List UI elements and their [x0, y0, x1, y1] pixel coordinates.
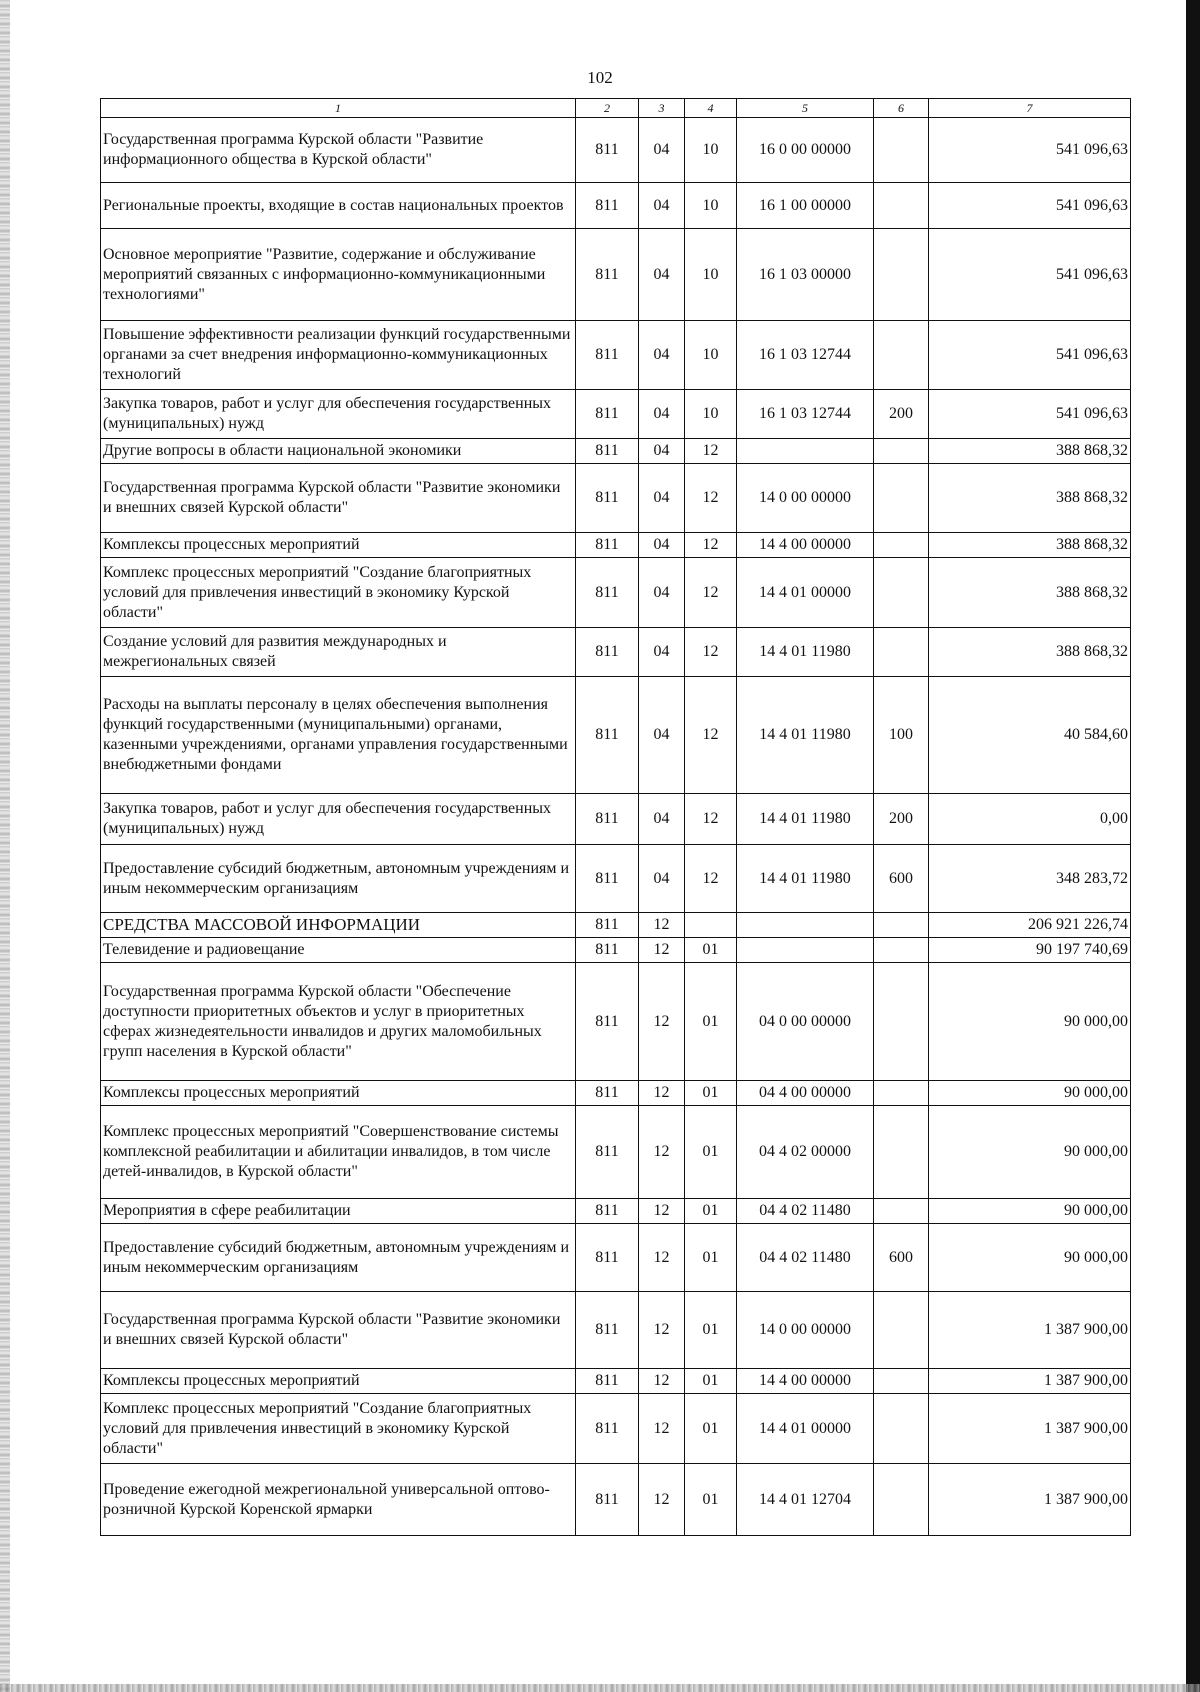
row-code-4: 12 [685, 677, 737, 794]
row-code-2: 811 [576, 558, 639, 628]
row-code-2: 811 [576, 938, 639, 963]
row-code-4: 12 [685, 794, 737, 845]
row-code-2: 811 [576, 439, 639, 464]
row-code-5: 14 4 01 00000 [737, 1394, 874, 1464]
row-code-4: 01 [685, 1464, 737, 1536]
row-name: Комплекс процессных мероприятий "Создание благоприятных условий для привлечения инвестиций в экономику Курской области" [101, 1394, 576, 1464]
table-row [101, 390, 1131, 439]
row-amount: 90 000,00 [929, 1106, 1131, 1199]
row-code-5: 14 4 01 11980 [737, 794, 874, 845]
row-name: Комплекс процессных мероприятий "Совершенствование системы комплексной реабилитации и абилитации инвалидов, в том числе детей-инвалидов, в Курской области" [101, 1106, 576, 1199]
row-code-2: 811 [576, 1292, 639, 1369]
row-code-3: 04 [639, 390, 685, 439]
row-name: Государственная программа Курской области "Развитие информационного общества в Курской области" [101, 118, 576, 183]
row-name: Государственная программа Курской области "Обеспечение доступности приоритетных объектов и услуг в приоритетных сферах жизнедеятельности инвалидов и других маломобильных групп населения в Курской области" [101, 963, 576, 1081]
row-code-6: 600 [874, 1224, 929, 1292]
table-row [101, 1224, 1131, 1292]
row-name: Региональные проекты, входящие в состав национальных проектов [101, 183, 576, 229]
row-code-6 [874, 229, 929, 321]
table-row [101, 533, 1131, 558]
row-code-3: 12 [639, 1224, 685, 1292]
row-amount: 90 000,00 [929, 1199, 1131, 1224]
row-name: Расходы на выплаты персоналу в целях обеспечения выполнения функций государственными (муниципальными) органами, казенными учреждениями, органами управления государственными внебюджетными фондами [101, 677, 576, 794]
column-header: 4 [685, 99, 737, 118]
row-code-2: 811 [576, 1464, 639, 1536]
row-code-3: 12 [639, 1106, 685, 1199]
row-code-5 [737, 913, 874, 938]
row-code-4: 01 [685, 963, 737, 1081]
row-code-2: 811 [576, 628, 639, 677]
row-amount: 1 387 900,00 [929, 1394, 1131, 1464]
row-name: Мероприятия в сфере реабилитации [101, 1199, 576, 1224]
table-row [101, 628, 1131, 677]
row-code-5: 04 4 00 00000 [737, 1081, 874, 1106]
row-name: Комплексы процессных мероприятий [101, 533, 576, 558]
row-code-6 [874, 439, 929, 464]
row-amount: 1 387 900,00 [929, 1292, 1131, 1369]
row-code-4: 10 [685, 118, 737, 183]
row-code-4: 01 [685, 1224, 737, 1292]
row-code-4: 12 [685, 533, 737, 558]
row-name: Основное мероприятие "Развитие, содержание и обслуживание мероприятий связанных с информационно-коммуникационными технологиями" [101, 229, 576, 321]
row-amount: 541 096,63 [929, 183, 1131, 229]
row-code-6 [874, 1199, 929, 1224]
table-row [101, 229, 1131, 321]
table-row [101, 677, 1131, 794]
row-code-6 [874, 533, 929, 558]
row-code-4: 12 [685, 558, 737, 628]
column-header: 7 [929, 99, 1131, 118]
row-amount: 541 096,63 [929, 118, 1131, 183]
row-code-2: 811 [576, 321, 639, 390]
row-code-5: 14 0 00 00000 [737, 1292, 874, 1369]
row-code-5: 16 0 00 00000 [737, 118, 874, 183]
row-code-5: 14 4 00 00000 [737, 533, 874, 558]
row-code-4: 12 [685, 628, 737, 677]
row-code-5: 14 4 01 12704 [737, 1464, 874, 1536]
column-header: 1 [101, 99, 576, 118]
row-amount: 388 868,32 [929, 533, 1131, 558]
row-code-5: 16 1 03 12744 [737, 390, 874, 439]
row-code-2: 811 [576, 794, 639, 845]
row-code-6 [874, 628, 929, 677]
row-amount: 90 000,00 [929, 963, 1131, 1081]
row-code-3: 12 [639, 1464, 685, 1536]
row-code-3: 12 [639, 1199, 685, 1224]
column-header: 2 [576, 99, 639, 118]
row-code-4: 01 [685, 1292, 737, 1369]
row-code-6 [874, 1081, 929, 1106]
row-code-2: 811 [576, 390, 639, 439]
row-code-3: 12 [639, 1394, 685, 1464]
row-code-5 [737, 938, 874, 963]
row-code-2: 811 [576, 677, 639, 794]
row-amount: 1 387 900,00 [929, 1464, 1131, 1536]
row-code-2: 811 [576, 913, 639, 938]
scan-edge-left [0, 0, 10, 1692]
table-row [101, 1394, 1131, 1464]
column-header: 6 [874, 99, 929, 118]
table-row [101, 1199, 1131, 1224]
row-code-3: 04 [639, 845, 685, 913]
row-code-2: 811 [576, 1369, 639, 1394]
row-code-6 [874, 913, 929, 938]
row-code-3: 04 [639, 118, 685, 183]
row-amount: 40 584,60 [929, 677, 1131, 794]
row-code-5 [737, 439, 874, 464]
row-name: СРЕДСТВА МАССОВОЙ ИНФОРМАЦИИ [101, 913, 576, 938]
row-code-6 [874, 1464, 929, 1536]
scan-edge-right [1186, 0, 1200, 1692]
row-code-2: 811 [576, 533, 639, 558]
row-code-2: 811 [576, 845, 639, 913]
row-code-4: 01 [685, 1199, 737, 1224]
row-amount: 90 000,00 [929, 1224, 1131, 1292]
table-row [101, 118, 1131, 183]
row-amount: 0,00 [929, 794, 1131, 845]
table-row [101, 464, 1131, 533]
table-row [101, 1106, 1131, 1199]
row-code-6: 100 [874, 677, 929, 794]
row-amount: 90 197 740,69 [929, 938, 1131, 963]
table-row [101, 558, 1131, 628]
row-name: Предоставление субсидий бюджетным, автономным учреждениям и иным некоммерческим организациям [101, 845, 576, 913]
row-code-5: 16 1 03 00000 [737, 229, 874, 321]
row-code-4: 01 [685, 1369, 737, 1394]
row-code-5: 14 0 00 00000 [737, 464, 874, 533]
column-header: 3 [639, 99, 685, 118]
row-code-5: 14 4 01 00000 [737, 558, 874, 628]
row-code-2: 811 [576, 229, 639, 321]
row-code-3: 04 [639, 677, 685, 794]
row-code-4: 01 [685, 1106, 737, 1199]
row-code-3: 04 [639, 464, 685, 533]
row-code-6 [874, 558, 929, 628]
table-row [101, 913, 1131, 938]
row-code-3: 04 [639, 439, 685, 464]
row-code-4: 12 [685, 845, 737, 913]
row-name: Телевидение и радиовещание [101, 938, 576, 963]
row-code-4: 01 [685, 1081, 737, 1106]
row-amount: 90 000,00 [929, 1081, 1131, 1106]
budget-table [100, 98, 1131, 1536]
row-code-5: 04 4 02 11480 [737, 1199, 874, 1224]
row-code-3: 04 [639, 321, 685, 390]
row-code-4: 10 [685, 321, 737, 390]
row-code-4: 12 [685, 439, 737, 464]
row-code-3: 12 [639, 913, 685, 938]
row-code-2: 811 [576, 1081, 639, 1106]
row-code-6 [874, 1369, 929, 1394]
row-code-2: 811 [576, 1394, 639, 1464]
row-name: Проведение ежегодной межрегиональной универсальной оптово-розничной Курской Коренской ярмарки [101, 1464, 576, 1536]
row-code-3: 12 [639, 1369, 685, 1394]
row-code-3: 04 [639, 183, 685, 229]
row-code-6 [874, 1106, 929, 1199]
table-row [101, 1081, 1131, 1106]
table-row [101, 439, 1131, 464]
row-code-4 [685, 913, 737, 938]
row-code-4: 10 [685, 229, 737, 321]
row-amount: 388 868,32 [929, 464, 1131, 533]
row-name: Закупка товаров, работ и услуг для обеспечения государственных (муниципальных) нужд [101, 390, 576, 439]
row-code-3: 12 [639, 938, 685, 963]
row-amount: 541 096,63 [929, 390, 1131, 439]
row-code-5: 14 4 01 11980 [737, 628, 874, 677]
row-code-6: 200 [874, 390, 929, 439]
row-code-4: 10 [685, 390, 737, 439]
row-code-6 [874, 938, 929, 963]
row-code-3: 12 [639, 1081, 685, 1106]
row-code-3: 04 [639, 628, 685, 677]
row-code-6 [874, 1394, 929, 1464]
column-header: 5 [737, 99, 874, 118]
row-name: Закупка товаров, работ и услуг для обеспечения государственных (муниципальных) нужд [101, 794, 576, 845]
row-code-5: 14 4 00 00000 [737, 1369, 874, 1394]
row-code-6: 600 [874, 845, 929, 913]
row-name: Предоставление субсидий бюджетным, автономным учреждениям и иным некоммерческим организациям [101, 1224, 576, 1292]
row-code-5: 04 4 02 11480 [737, 1224, 874, 1292]
row-amount: 206 921 226,74 [929, 913, 1131, 938]
row-code-3: 12 [639, 963, 685, 1081]
row-code-4: 01 [685, 938, 737, 963]
row-code-2: 811 [576, 1199, 639, 1224]
row-code-3: 04 [639, 533, 685, 558]
row-code-4: 01 [685, 1394, 737, 1464]
table-row [101, 183, 1131, 229]
row-code-6 [874, 963, 929, 1081]
row-code-5: 14 4 01 11980 [737, 677, 874, 794]
row-name: Комплексы процессных мероприятий [101, 1369, 576, 1394]
table-row [101, 1369, 1131, 1394]
row-code-4: 10 [685, 183, 737, 229]
row-code-3: 04 [639, 229, 685, 321]
row-name: Комплексы процессных мероприятий [101, 1081, 576, 1106]
row-code-6 [874, 183, 929, 229]
row-amount: 388 868,32 [929, 628, 1131, 677]
row-code-6 [874, 464, 929, 533]
table-row [101, 1464, 1131, 1536]
row-code-4: 12 [685, 464, 737, 533]
table-row [101, 845, 1131, 913]
row-code-6: 200 [874, 794, 929, 845]
row-name: Государственная программа Курской области "Развитие экономики и внешних связей Курской области" [101, 464, 576, 533]
row-name: Другие вопросы в области национальной экономики [101, 439, 576, 464]
row-amount: 388 868,32 [929, 558, 1131, 628]
row-name: Комплекс процессных мероприятий "Создание благоприятных условий для привлечения инвестиций в экономику Курской области" [101, 558, 576, 628]
row-code-5: 16 1 00 00000 [737, 183, 874, 229]
row-code-5: 04 0 00 00000 [737, 963, 874, 1081]
row-name: Создание условий для развития международных и межрегиональных связей [101, 628, 576, 677]
row-amount: 1 387 900,00 [929, 1369, 1131, 1394]
column-header-row [101, 99, 1131, 118]
row-code-6 [874, 118, 929, 183]
row-code-2: 811 [576, 1106, 639, 1199]
row-code-2: 811 [576, 1224, 639, 1292]
row-name: Государственная программа Курской области "Развитие экономики и внешних связей Курской области" [101, 1292, 576, 1369]
row-amount: 541 096,63 [929, 229, 1131, 321]
row-code-6 [874, 321, 929, 390]
table-row [101, 794, 1131, 845]
table-row [101, 963, 1131, 1081]
row-code-2: 811 [576, 464, 639, 533]
row-code-2: 811 [576, 183, 639, 229]
row-name: Повышение эффективности реализации функций государственными органами за счет внедрения информационно-коммуникационных технологий [101, 321, 576, 390]
table-row [101, 321, 1131, 390]
row-code-2: 811 [576, 963, 639, 1081]
page-number: 102 [587, 68, 613, 87]
row-code-5: 14 4 01 11980 [737, 845, 874, 913]
row-code-5: 16 1 03 12744 [737, 321, 874, 390]
table-row [101, 1292, 1131, 1369]
row-amount: 348 283,72 [929, 845, 1131, 913]
row-amount: 388 868,32 [929, 439, 1131, 464]
row-amount: 541 096,63 [929, 321, 1131, 390]
row-code-5: 04 4 02 00000 [737, 1106, 874, 1199]
row-code-2: 811 [576, 118, 639, 183]
row-code-3: 04 [639, 794, 685, 845]
table-row [101, 938, 1131, 963]
row-code-6 [874, 1292, 929, 1369]
row-code-3: 12 [639, 1292, 685, 1369]
scan-edge-bottom [0, 1684, 1200, 1692]
row-code-3: 04 [639, 558, 685, 628]
